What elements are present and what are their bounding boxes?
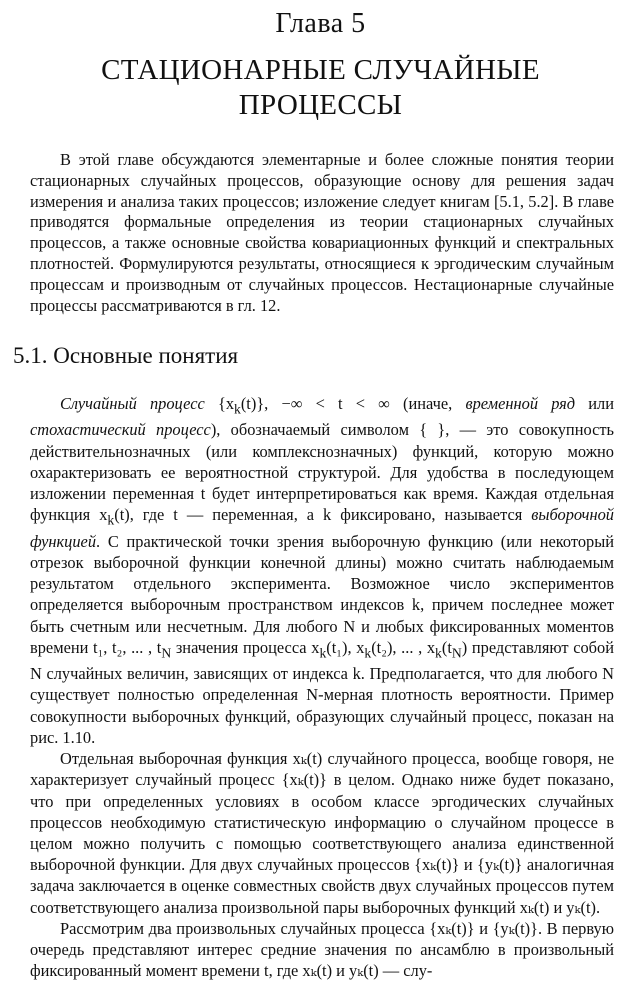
paragraph-two-processes: Рассмотрим два произвольных случайных процесса {xₖ(t)} и {yₖ(t)}. В первую очередь представляют интерес средние значения по ансамблю в произвольный фиксированный момент времени t, где xₖ(t) и yₖ(t) — слу- <box>30 918 614 981</box>
chapter-title: СТАЦИОНАРНЫЕ СЛУЧАЙНЫЕ ПРОЦЕССЫ <box>101 54 540 121</box>
section-body <box>30 393 614 981</box>
chapter-label: Глава 5 <box>275 8 366 39</box>
paragraph-definition: Случайный процесс $\{x_k(t)\}$, −∞ < t < ∞ (иначе, временной ряд или стохастический процесс), обозначаемый символом { }, — это совокупность действительнозначных (или комплекснозначных) функций, которую можно охарактеризовать ее вероятностной структурой. Для удобства в последующем изложении переменная t будет интерпретироваться как время. Каждая отдельная функция $x_k(t)$, где t — переменная, а k фиксировано, называется выборочной функцией. С практической точки зрения выборочную функцию (или некоторый отрезок выборочной функции конечной длины) можно считать наблюдаемым результатом отдельного эксперимента. Возможное число экспериментов определяется выборочным пространством индексов k, причем последнее может быть счетным или несчетным. Для любого N и любых фиксированных моментов времени t₁, t₂, ... , $t_N$ значения процесса $x_k(t_1)$, $x_k(t_2)$, ... , $x_k(t_N)$ представляют собой N случайных величин, зависящих от индекса k. Предполагается, что для любого N существует полностью определенная N-мерная плотность вероятности. Пример совокупности выборочных функций, образующих случайный процесс, показан на рис. 1.10. <box>30 394 614 747</box>
intro-paragraph: В этой главе обсуждаются элементарные и более сложные понятия теории стационарных случайных процессов, образующие основу для решения задач измерения и анализа таких процессов; изложение следует книгам [5.1, 5.2]. В главе приводятся формальные определения из теории стационарных случайных процессов, а также основные свойства ковариационных функций и спектральных плотностей. Формулируются результаты, относящиеся к эргодическим случайным процессам и производным от случайных процессов. Нестационарные случайные процессы рассматриваются в гл. 12. <box>30 150 614 315</box>
paragraph-sample-function: Отдельная выборочная функция xₖ(t) случайного процесса, вообще говоря, не характеризует случайный процесс {xₖ(t)} в целом. Однако ниже будет показано, что при определенных условиях в особом классе эргодических случайных процессов необходимую статистическую информацию о случайном процессе в целом можно получить с помощью соответствующего анализа единственной выборочной функции. Для двух случайных процессов {xₖ(t)} и {yₖ(t)} аналогичная задача заключается в оценке совместных свойств двух случайных процессов путем соответствующего анализа произвольной пары выборочных функций xₖ(t) и yₖ(t). <box>30 749 614 917</box>
section-heading: 5.1. Основные понятия <box>13 343 239 368</box>
